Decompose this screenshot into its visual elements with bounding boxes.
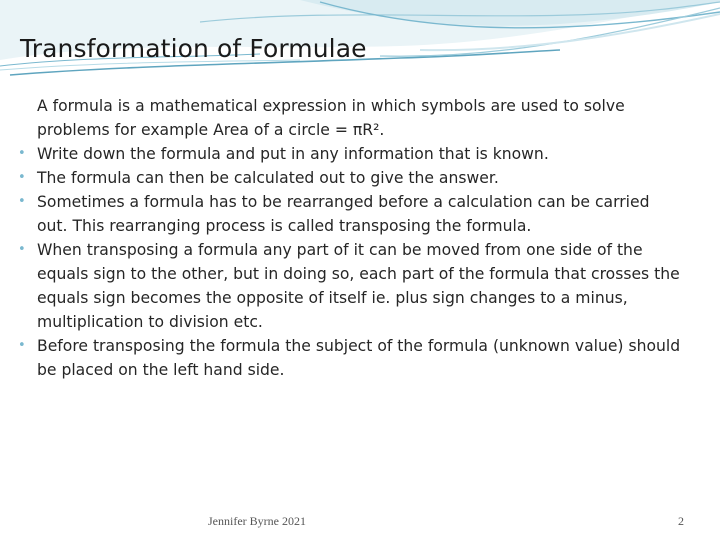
page-number: 2 — [678, 514, 684, 528]
body-paragraph — [18, 94, 684, 142]
bullet-item — [18, 334, 684, 382]
bullet-item — [18, 238, 684, 334]
footer-author: Jennifer Byrne 2021 — [208, 514, 306, 528]
paragraph-text: A formula is a mathematical expression in which symbols are used to solve problems for example Area of a circle = πR². — [37, 97, 625, 139]
bullet-item — [18, 166, 684, 190]
bullet-text: Write down the formula and put in any information that is known. — [37, 145, 549, 163]
bullet-dot-icon: • — [18, 194, 26, 209]
slide-footer — [0, 514, 720, 530]
bullet-text: When transposing a formula any part of it can be moved from one side of the equals sign to the other, but in doing so, each part of the formula that crosses the equals sign becomes the opposite of itself ie. plus sign changes to a minus, multiplication to division etc. — [37, 241, 680, 331]
bullet-text: Before transposing the formula the subject of the formula (unknown value) should be placed on the left hand side. — [37, 337, 681, 379]
bullet-text: The formula can then be calculated out to give the answer. — [37, 169, 499, 187]
bullet-dot-icon: • — [18, 242, 26, 257]
slide-title: Transformation of Formulae — [20, 34, 367, 63]
bullet-text: Sometimes a formula has to be rearranged before a calculation can be carried out. This rearranging process is called transposing the formula. — [37, 193, 650, 235]
bullet-dot-icon: • — [18, 338, 26, 353]
bullet-item — [18, 142, 684, 166]
bullet-dot-icon: • — [18, 146, 26, 161]
bullet-item — [18, 190, 684, 238]
bullet-dot-icon: • — [18, 170, 26, 185]
slide-body — [18, 94, 684, 382]
